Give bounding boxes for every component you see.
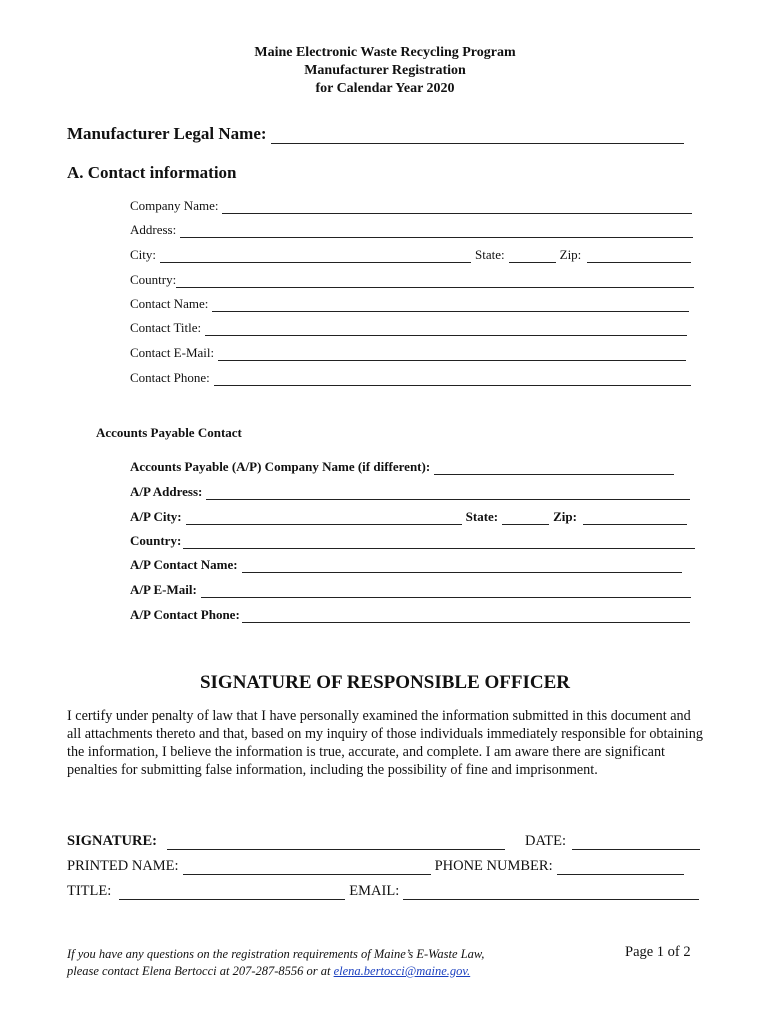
contact-email-field[interactable] (218, 347, 686, 361)
legal-name-row (67, 122, 684, 144)
city-label: City: (130, 247, 157, 262)
signature-row (67, 830, 700, 850)
date-field[interactable] (572, 836, 700, 850)
country-row (130, 270, 694, 288)
email-label: EMAIL: (349, 883, 400, 899)
phone-number-field[interactable] (557, 861, 684, 875)
address-label: Address: (130, 222, 177, 237)
contact-phone-field[interactable] (214, 372, 691, 386)
ap-section-title: Accounts Payable Contact (96, 425, 242, 440)
contact-email-row (130, 343, 686, 361)
ap-zip-field[interactable] (583, 511, 687, 525)
zip-label: Zip: (559, 247, 582, 262)
signature-field[interactable] (167, 836, 505, 850)
state-label: State: (475, 247, 505, 262)
printed-name-label: PRINTED NAME: (67, 858, 179, 874)
date-label: DATE: (524, 833, 567, 849)
ap-country-row (130, 531, 695, 549)
ap-address-label: A/P Address: (130, 484, 203, 499)
ap-email-label: A/P E-Mail: (130, 582, 197, 597)
page-number: Page 1 of 2 (625, 944, 691, 960)
ap-city-row (130, 507, 687, 525)
form-header (0, 44, 770, 98)
form-year: for Calendar Year 2020 (315, 81, 455, 96)
printed-name-field[interactable] (183, 861, 431, 875)
ap-city-field[interactable] (186, 511, 462, 525)
ap-contact-name-row (130, 555, 682, 573)
ap-phone-row (130, 605, 690, 623)
city-row (130, 245, 691, 263)
country-label: Country: (130, 272, 177, 287)
ap-email-row (130, 580, 691, 598)
contact-name-field[interactable] (212, 298, 689, 312)
ap-company-row (130, 457, 674, 475)
ap-address-row (130, 482, 690, 500)
signature-section-title: SIGNATURE OF RESPONSIBLE OFFICER (199, 672, 571, 693)
company-name-label: Company Name: (130, 198, 219, 213)
title-label: TITLE: (67, 883, 112, 899)
ap-city-label: A/P City: (130, 509, 182, 524)
contact-name-row (130, 294, 689, 312)
contact-email-link[interactable]: elena.bertocci@maine.gov. (333, 964, 471, 978)
address-field[interactable] (180, 224, 693, 238)
section-a-title: A. Contact information (67, 163, 237, 182)
phone-number-label: PHONE NUMBER: (434, 858, 553, 874)
footer-contact-text: please contact Elena Bertocci at 207-287-8556 or at (67, 964, 334, 978)
company-name-field[interactable] (222, 200, 692, 214)
ap-state-label: State: (465, 509, 499, 524)
legal-name-field[interactable] (271, 130, 684, 144)
printed-name-row (67, 855, 684, 875)
ap-company-field[interactable] (434, 461, 674, 475)
program-title: Maine Electronic Waste Recycling Program (254, 45, 516, 60)
ap-phone-field[interactable] (242, 609, 690, 623)
address-row (130, 220, 693, 238)
city-field[interactable] (160, 249, 471, 263)
ap-company-label: Accounts Payable (A/P) Company Name (if different): (130, 459, 431, 474)
ap-contact-name-field[interactable] (242, 559, 682, 573)
contact-phone-label: Contact Phone: (130, 370, 210, 385)
contact-title-row (130, 318, 687, 336)
state-field[interactable] (509, 249, 556, 263)
footer-note (67, 946, 484, 980)
ap-country-field[interactable] (183, 535, 695, 549)
contact-name-label: Contact Name: (130, 296, 209, 311)
email-field[interactable] (403, 886, 699, 900)
signature-label: SIGNATURE: (67, 833, 157, 849)
form-title: Manufacturer Registration (304, 63, 466, 78)
ap-address-field[interactable] (206, 486, 690, 500)
contact-phone-row (130, 368, 691, 386)
contact-email-label: Contact E-Mail: (130, 345, 215, 360)
contact-title-label: Contact Title: (130, 320, 202, 335)
zip-field[interactable] (587, 249, 691, 263)
ap-email-field[interactable] (201, 584, 691, 598)
certification-text: I certify under penalty of law that I have personally examined the information submitted in this document and all attachments thereto and that, based on my inquiry of those individuals immediately responsible for obtaining the information, I believe the information is true, accurate, and complete. I am aware there are significant penalties for submitting false information, including the possibility of fine and imprisonment. (67, 708, 703, 778)
country-field[interactable] (176, 274, 694, 288)
legal-name-label: Manufacturer Legal Name: (67, 124, 267, 143)
ap-state-field[interactable] (502, 511, 549, 525)
footer-line1: If you have any questions on the registration requirements of Maine’s E-Waste Law, (67, 947, 485, 961)
footer-line2 (67, 963, 484, 980)
ap-contact-name-label: A/P Contact Name: (130, 557, 238, 572)
title-email-row (67, 880, 699, 900)
contact-title-field[interactable] (205, 322, 687, 336)
ap-zip-label: Zip: (553, 509, 577, 524)
company-name-row (130, 196, 692, 214)
title-field[interactable] (119, 886, 345, 900)
ap-phone-label: A/P Contact Phone: (130, 607, 240, 622)
ap-country-label: Country: (130, 533, 182, 548)
